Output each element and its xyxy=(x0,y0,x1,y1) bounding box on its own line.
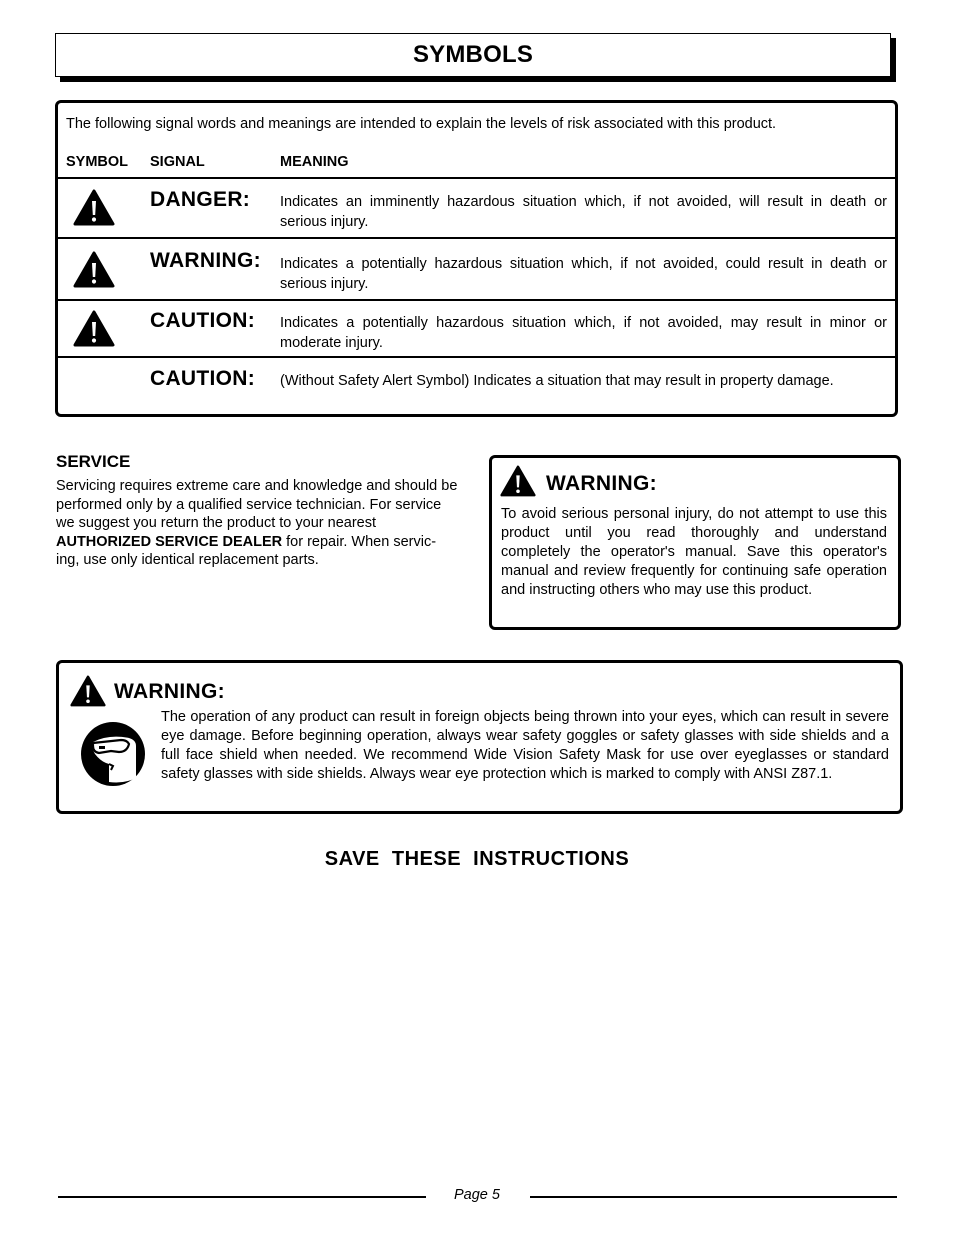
safety-alert-icon xyxy=(500,465,536,497)
service-text-after: for repair. When servic-ing, use only identical replacement parts. xyxy=(56,533,437,568)
meaning-caution-property: (Without Safety Alert Symbol) Indicates a situation that may result in property damage. xyxy=(280,373,834,389)
service-text-before: Servicing requires extreme care and knowledge and should be performed only by a qualified service technician. For service we suggest you return the product to your nearest xyxy=(56,478,458,531)
service-heading: SERVICE xyxy=(56,452,131,471)
footer-rule-left xyxy=(58,1196,426,1198)
service-text xyxy=(56,477,458,570)
page-number: Page 5 xyxy=(454,1187,500,1203)
row-divider xyxy=(58,177,895,179)
signal-danger: DANGER: xyxy=(150,188,251,211)
row-divider xyxy=(58,237,895,239)
symbols-table xyxy=(55,100,898,417)
safety-alert-icon xyxy=(73,310,115,347)
signal-warning: WARNING: xyxy=(150,249,261,272)
safety-alert-icon xyxy=(70,675,106,707)
footer-rule-right xyxy=(530,1196,897,1198)
signal-caution-property: CAUTION: xyxy=(150,367,256,390)
page-title: SYMBOLS xyxy=(412,41,534,68)
header-symbol: SYMBOL xyxy=(66,154,129,170)
warning-eye-box xyxy=(56,660,903,814)
warning-eye-text: The operation of any product can result in foreign objects being thrown into your eyes, which can result in severe eye damage. Before beginning operation, always wear safety goggles or safety glasses with side shields and a full face shield when needed. We recommend Wide Vision Safety Mask for use over eyeglasses or standard safety glasses with side shields. Always wear eye protection which is marked to comply with ANSI Z87.1. xyxy=(161,709,889,782)
row-divider xyxy=(58,356,895,358)
header-signal: SIGNAL xyxy=(150,154,205,170)
save-instructions-block xyxy=(0,848,954,871)
row-divider xyxy=(58,299,895,301)
eye-protection-icon xyxy=(79,720,147,788)
page-title-banner xyxy=(55,33,891,77)
signal-caution: CAUTION: xyxy=(150,309,256,332)
warning-eye-title: WARNING: xyxy=(114,680,225,703)
meaning-caution: Indicates a potentially hazardous situation which, if not avoided, may result in minor or moderate injury. xyxy=(280,315,887,351)
symbols-intro: The following signal words and meanings are intended to explain the levels of risk associated with this product. xyxy=(66,116,777,132)
save-instructions: SAVE THESE INSTRUCTIONS xyxy=(324,848,630,870)
header-meaning: MEANING xyxy=(280,154,349,170)
warning-manual-box xyxy=(489,455,901,630)
safety-alert-icon xyxy=(73,189,115,226)
warning-manual-text: To avoid serious personal injury, do not attempt to use this product until you read thoroughly and understand completely the operator's manual. Save this operator's manual and review frequently for continuing safe operation and instructing others who may use this product. xyxy=(501,506,887,598)
safety-alert-icon xyxy=(73,251,115,288)
meaning-warning: Indicates a potentially hazardous situation which, if not avoided, could result in death or serious injury. xyxy=(280,256,887,292)
meaning-danger: Indicates an imminently hazardous situation which, if not avoided, will result in death or serious injury. xyxy=(280,194,887,230)
service-dealer: AUTHORIZED SERVICE DEALER xyxy=(56,533,283,550)
warning-manual-title: WARNING: xyxy=(546,472,657,495)
